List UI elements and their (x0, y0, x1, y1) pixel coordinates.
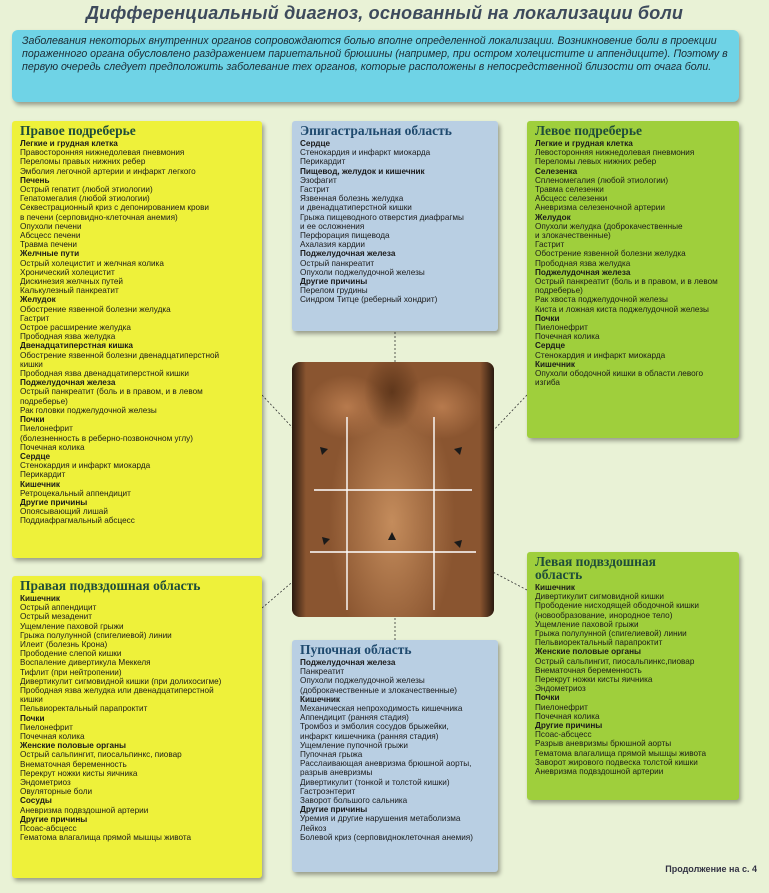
group-heading: Почки (535, 313, 560, 323)
list-item: Киста и ложная киста поджелудочной железы (535, 304, 709, 314)
group-heading: Сердце (20, 451, 51, 461)
list-item: Калькулезный панкреатит (20, 286, 119, 296)
group-heading: Поджелудочная железа (535, 267, 631, 277)
list-item: Ущемление паховой грыжи (20, 621, 124, 631)
list-item: Эмболия легочной артерии и инфаркт легкого (20, 166, 196, 176)
list-item: Прободная язва желудка или двенадцатиперстной (20, 686, 214, 696)
list-item: Хронический холецистит (20, 267, 115, 277)
list-item: Перекрут ножки кисты яичника (535, 675, 653, 685)
list-item: Пупочная грыжа (300, 750, 363, 760)
list-item: Обострение язвенной болезни желудка (535, 249, 686, 259)
list-item: изгиба (535, 378, 560, 388)
list-item: Лейкоз (300, 823, 327, 833)
group-heading: Кишечник (20, 479, 61, 489)
list-item: (доброкачественные и злокачественные) (300, 685, 457, 695)
list-item: Почечная колика (535, 711, 600, 721)
list-item: Пельвиоректальный парапроктит (535, 638, 663, 648)
list-item: Аневризма подвздошной артерии (20, 805, 149, 815)
list-item: Прободная язва желудка (535, 258, 631, 268)
list-item: Грыжа полулунной (спигелиевой) линии (535, 629, 687, 639)
list-item: инфаркт кишечника (ранняя стадия) (300, 731, 439, 741)
list-item: Острый панкреатит (боль и в правом, и в левом (535, 277, 718, 287)
list-item: Острый мезаденит (20, 612, 92, 622)
list-item: Секвестрационный криз с депонированием крови (20, 203, 210, 213)
list-item: Опухоли поджелудочной железы (300, 267, 425, 277)
group-heading: Печень (20, 175, 50, 185)
list-item: Псоас-абсцесс (535, 730, 592, 740)
group-heading: Другие причины (535, 721, 603, 731)
group-heading: Сосуды (20, 796, 52, 806)
group-heading: Другие причины (20, 814, 88, 824)
list-item: Грыжа полулунной (спигелиевой) линии (20, 630, 172, 640)
list-item: Абсцесс селезенки (535, 194, 608, 204)
list-item: Прободение слепой кишки (20, 649, 122, 659)
list-item: Тифлит (при нейтропении) (20, 667, 122, 677)
list-item: и двенадцатиперстной кишки (300, 203, 412, 213)
list-item: Гастроэнтерит (300, 786, 356, 796)
region-title: Пупочная область (300, 642, 412, 657)
group-heading: Пищевод, желудок и кишечник (300, 166, 425, 176)
list-item: Прободная язва двенадцатиперстной кишки (20, 369, 189, 379)
list-item: Спленомегалия (любой этиологии) (535, 175, 669, 185)
list-item: Поддиафрагмальный абсцесс (20, 516, 135, 526)
group-heading: Селезенка (535, 166, 578, 176)
list-item: Опухоли поджелудочной железы (300, 676, 425, 686)
list-item: Острое расширение желудка (20, 323, 131, 333)
torso-photo (292, 362, 494, 617)
list-item: Гастрит (535, 240, 565, 250)
list-item: Опухоли печени (20, 221, 82, 231)
group-heading: Почки (20, 415, 45, 425)
list-item: подреберье) (535, 286, 583, 296)
list-item: Тромбоз и эмболия сосудов брыжейки, (300, 722, 449, 732)
group-heading: Желудок (535, 212, 571, 222)
list-item: Опухоли желудка (доброкачественные (535, 221, 683, 231)
list-item: Дивертикулит сигмовидной кишки (535, 592, 664, 602)
list-item: Стенокардия и инфаркт миокарда (20, 461, 151, 471)
list-item: в печени (серповидно-клеточная анемия) (20, 212, 178, 222)
list-item: Пельвиоректальный парапроктит (20, 704, 148, 714)
list-item: Травма селезенки (535, 185, 604, 195)
list-item: Болевой криз (серповидноклеточная анемия) (300, 832, 473, 842)
group-heading: Поджелудочная железа (300, 249, 396, 259)
list-item: Уремия и другие нарушения метаболизма (300, 814, 461, 824)
list-item: Перфорация пищевода (300, 231, 390, 241)
region-epigastric (292, 121, 498, 331)
list-item: Травма печени (20, 240, 77, 250)
list-item: Острый сальпингит, пиосальпинкс, пиовар (20, 750, 182, 760)
item-list (535, 139, 733, 387)
list-item: Аппендицит (ранняя стадия) (300, 713, 409, 723)
region-umbilical (292, 640, 498, 872)
item-list (20, 139, 256, 526)
list-item: Внематочная беременность (20, 759, 127, 769)
list-item: Синдром Титце (реберный хондрит) (300, 295, 438, 305)
region-left-hypochondrium (527, 121, 739, 438)
list-item: Правосторонняя нижнедолевая пневмония (20, 148, 185, 158)
list-item: Левосторонняя нижнедолевая пневмония (535, 148, 695, 158)
list-item: Ахалазия кардии (300, 240, 365, 250)
list-item: Перелом грудины (300, 286, 368, 296)
list-item: Абсцесс печени (20, 231, 81, 241)
group-heading: Другие причины (20, 497, 88, 507)
region-title: Левая подвздошная область (535, 554, 656, 582)
continuation-note: Продолжение на с. 4 (665, 864, 757, 874)
list-item: Почечная колика (535, 332, 600, 342)
list-item: и ее осложнения (300, 221, 365, 231)
list-item: (новообразование, инородное тело) (535, 610, 673, 620)
list-item: Аневризма селезеночной артерии (535, 203, 665, 213)
item-list (300, 658, 492, 842)
list-item: Прободная язва желудка (20, 332, 116, 342)
list-item: Гематома влагалища прямой мышцы живота (535, 748, 707, 758)
list-item: Пиелонефрит (535, 323, 588, 333)
list-item: Обострение язвенной болезни желудка (20, 304, 171, 314)
list-item: Гематома влагалища прямой мышцы живота (20, 833, 192, 843)
group-heading: Сердце (535, 341, 566, 351)
list-item: Почечная колика (20, 442, 85, 452)
item-list (300, 139, 492, 305)
list-item: Грыжа пищеводного отверстия диафрагмы (300, 212, 464, 222)
group-heading: Женские половые органы (535, 647, 642, 657)
list-item: и злокачественные) (535, 231, 611, 241)
list-item: Аневризма подвздошной артерии (535, 767, 664, 777)
list-item: Ущемление пупочной грыжи (300, 740, 408, 750)
group-heading: Почки (20, 713, 45, 723)
list-item: Прободение нисходящей ободочной кишки (535, 601, 699, 611)
region-title: Левое подреберье (535, 123, 642, 138)
list-item: Эзофагит (300, 175, 337, 185)
region-right-hypochondrium (12, 121, 262, 558)
group-heading: Почки (535, 693, 560, 703)
list-item: Язвенная болезнь желудка (300, 194, 404, 204)
group-heading: Двенадцатиперстная кишка (20, 341, 133, 351)
list-item: Острый панкреатит (300, 258, 375, 268)
list-item: Панкреатит (300, 667, 345, 677)
list-item: Внематочная беременность (535, 665, 642, 675)
list-item: подреберье) (20, 396, 68, 406)
region-right-iliac (12, 576, 262, 878)
list-item: Острый гепатит (любой этиологии) (20, 185, 153, 195)
page-title: Дифференциальный диагноз, основанный на локализации боли (85, 3, 684, 23)
list-item: Дивертикулит сигмовидной кишки (при долихосигме) (20, 676, 222, 686)
group-heading: Желчные пути (20, 249, 80, 259)
list-item: Пиелонефрит (20, 722, 73, 732)
list-item: Заворот большого сальника (300, 796, 408, 806)
list-item: Пиелонефрит (20, 424, 73, 434)
list-item: Воспаление дивертикула Меккеля (20, 658, 151, 668)
list-item: Рак головки поджелудочной железы (20, 405, 157, 415)
list-item: Эндометриоз (535, 684, 586, 694)
list-item: Гастрит (20, 313, 50, 323)
list-item: Расслаивающая аневризма брюшной аорты, (300, 759, 472, 769)
list-item: Острый панкреатит (боль и в правом, и в левом (20, 387, 203, 397)
group-heading: Желудок (20, 295, 56, 305)
list-item: Овуляторные боли (20, 787, 93, 797)
list-item: Перикардит (20, 470, 66, 480)
group-heading: Кишечник (535, 583, 576, 592)
list-item: Механическая непроходимость кишечника (300, 704, 463, 714)
group-heading: Другие причины (300, 805, 368, 815)
list-item: Переломы левых нижних ребер (535, 157, 657, 167)
list-item: Гастрит (300, 185, 330, 195)
list-item: Острый холецистит и желчная колика (20, 258, 164, 268)
list-item: Стенокардия и инфаркт миокарда (535, 350, 666, 360)
item-list (535, 583, 733, 776)
list-item: Гепатомегалия (любой этиологии) (20, 194, 150, 204)
list-item: Эндометриоз (20, 778, 71, 788)
list-item: Перекрут ножки кисты яичника (20, 768, 138, 778)
region-left-iliac (527, 552, 739, 800)
group-heading: Легкие и грудная клетка (20, 139, 118, 148)
list-item: Острый аппендицит (20, 603, 97, 613)
list-item: Пиелонефрит (535, 702, 588, 712)
group-heading: Кишечник (535, 359, 576, 369)
list-item: Стенокардия и инфаркт миокарда (300, 148, 431, 158)
list-item: Обострение язвенной болезни двенадцатиперстной (20, 350, 220, 360)
region-title: Правая подвздошная область (20, 578, 201, 593)
list-item: Разрыв аневризмы брюшной аорты (535, 739, 672, 749)
group-heading: Другие причины (300, 277, 368, 287)
list-item: Псоас-абсцесс (20, 824, 77, 834)
list-item: Опухоли ободочной кишки в области левого (535, 369, 704, 379)
list-item: разрыв аневризмы (300, 768, 373, 778)
region-title: Правое подреберье (20, 123, 136, 138)
abdominal-grid (292, 362, 494, 617)
region-title: Эпигастральная область (300, 123, 452, 138)
list-item: кишки (20, 359, 43, 369)
list-item: Почечная колика (20, 732, 85, 742)
list-item: Переломы правых нижних ребер (20, 157, 146, 167)
group-heading: Поджелудочная железа (20, 378, 116, 388)
item-list (20, 594, 256, 842)
list-item: Ущемление паховой грыжи (535, 619, 639, 629)
group-heading: Поджелудочная железа (300, 658, 396, 667)
list-item: Ретроцекальный аппендицит (20, 488, 131, 498)
list-item: Опоясывающий лишай (20, 507, 108, 517)
list-item: Дивертикулит (тонкой и толстой кишки) (300, 777, 450, 787)
list-item: кишки (20, 695, 43, 705)
list-item: Заворот жирового подвеска толстой кишки (535, 757, 698, 767)
group-heading: Кишечник (20, 594, 61, 603)
group-heading: Кишечник (300, 694, 341, 704)
list-item: (болезненность в реберно-позвоночном углу) (20, 433, 193, 443)
list-item: Перикардит (300, 157, 346, 167)
group-heading: Легкие и грудная клетка (535, 139, 633, 148)
list-item: Рак хвоста поджелудочной железы (535, 295, 668, 305)
group-heading: Сердце (300, 139, 331, 148)
list-item: Острый сальпингит, пиосальпинкс,пиовар (535, 656, 695, 666)
intro-text: Заболевания некоторых внутренних органов сопровождаются болью вполне определенной локализации. Возникновение боли в проекции пораженного органа обусловлено раздражением париетальной брюшины (например, при остром холецистите и аппендиците). Поэтому в первую очередь следует предположить заболевание тех органов, которые расположены в непосредственной близости от очага боли. (12, 30, 739, 102)
group-heading: Женские половые органы (20, 741, 127, 751)
list-item: Дискинезия желчных путей (20, 277, 124, 287)
list-item: Илеит (болезнь Крона) (20, 640, 108, 650)
